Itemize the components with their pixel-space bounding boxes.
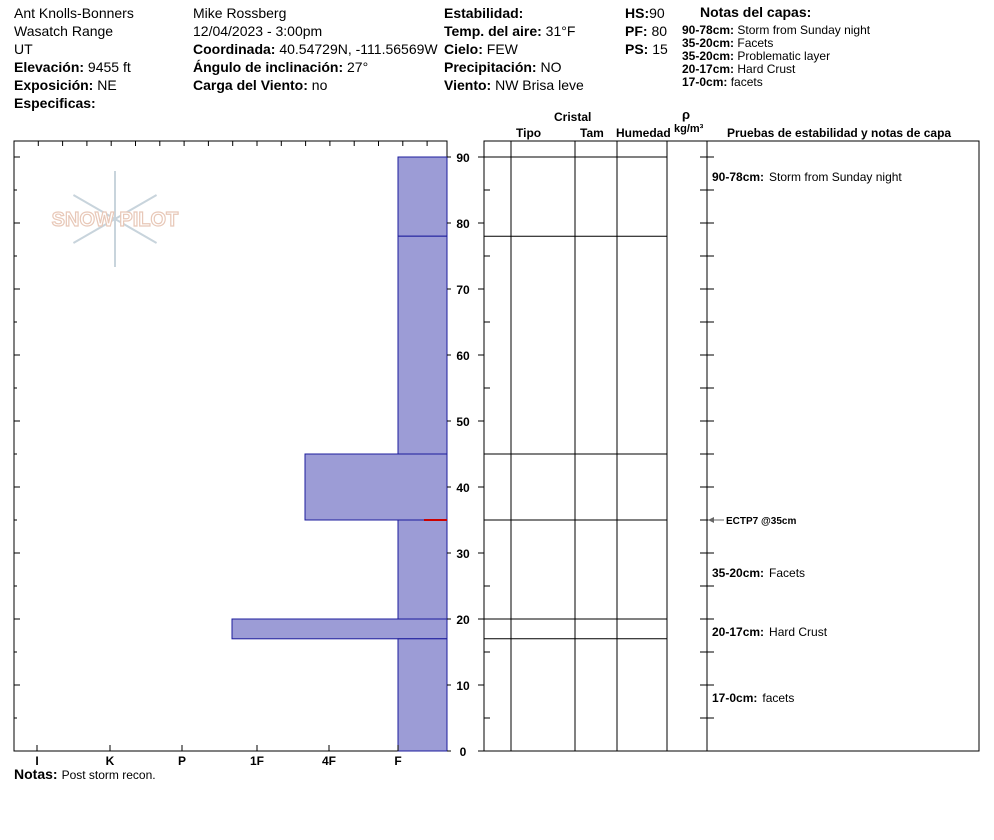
layer-annotation-text: facets [762, 691, 795, 706]
air-temp-value: 31°F [545, 23, 576, 39]
layer-annotation [712, 691, 794, 705]
depth-tick-label: 50 [456, 415, 470, 429]
wind-value: NW Brisa leve [495, 77, 584, 93]
layer-annotation-range: 20-17cm: [712, 625, 765, 640]
col-header-crystal: Cristal [554, 110, 592, 124]
hardness-bar [398, 236, 447, 454]
ps-value: 15 [652, 41, 668, 57]
hardness-bar [398, 157, 447, 236]
layer-annotation-range: 35-20cm: [712, 565, 765, 580]
state-name: UT [14, 41, 33, 57]
layer-annotation [712, 625, 828, 639]
location-name: Ant Knolls-Bonners [14, 5, 134, 21]
col-header-density: kg/m³ [674, 123, 704, 135]
col-header-size: Tam [580, 126, 604, 140]
slope-row: Ángulo de inclinación: 27° [193, 59, 369, 75]
observer-name: Mike Rossberg [193, 5, 287, 21]
specifics-row: Especificas: [14, 95, 96, 111]
layer-annotation-text: Hard Crust [769, 625, 828, 640]
pf-row: PF: 80 [625, 23, 668, 39]
sky-value: FEW [486, 41, 518, 57]
precip-row: Precipitación: NO [444, 59, 562, 75]
hardness-tick-label: I [35, 754, 39, 768]
hardness-bar [398, 520, 447, 619]
precip-value: NO [540, 59, 562, 75]
footer-notes [14, 766, 156, 782]
pf-value: 80 [651, 23, 668, 39]
depth-tick-label: 30 [456, 547, 470, 561]
hardness-tick-label: K [105, 754, 115, 768]
stability-test-arrowhead [708, 517, 714, 523]
depth-tick-label: 70 [456, 283, 470, 297]
stability-test-label: ECTP7 @35cm [726, 516, 797, 527]
col-header-rho: ρ [682, 107, 691, 122]
depth-tick-label: 0 [459, 745, 467, 759]
layer-note-item: 17-0cm: facets [682, 75, 763, 89]
sky-row: Cielo: FEW [444, 41, 518, 57]
slope-value: 27° [347, 59, 369, 75]
footer-notes-label: Notas: [14, 766, 58, 782]
hardness-tick-label: 4F [321, 754, 337, 768]
stability-row: Estabilidad: [444, 5, 524, 21]
aspect-value: NE [97, 77, 117, 93]
crystal-table-frame [484, 141, 979, 751]
aspect-row: Exposición: NE [14, 77, 117, 93]
layer-annotation [712, 566, 805, 580]
layer-annotation-text: Facets [769, 565, 806, 580]
layer-note-item: 35-20cm: Problematic layer [682, 49, 831, 63]
col-header-tests: Pruebas de estabilidad y notas de capa [727, 126, 952, 140]
air-temp-row: Temp. del aire: 31°F [444, 23, 576, 39]
range-name: Wasatch Range [14, 23, 114, 39]
wind-load-value: no [311, 77, 328, 93]
footer-notes-value: Post storm recon. [61, 768, 156, 782]
elevation-row: Elevación: 9455 ft [14, 59, 131, 75]
hardness-plot-frame [14, 141, 447, 751]
elevation-value: 9455 ft [87, 59, 131, 75]
layer-annotation [712, 170, 902, 184]
hardness-bar [398, 639, 447, 751]
hardness-bar [305, 454, 447, 520]
col-header-moisture: Humedad [616, 126, 671, 140]
hs-row: HS:90 [625, 5, 665, 21]
layer-note-item: 20-17cm: Hard Crust [682, 62, 796, 76]
layer-note-item: 90-78cm: Storm from Sunday night [682, 23, 871, 37]
depth-tick-label: 80 [456, 217, 470, 231]
col-header-type: Tipo [516, 126, 542, 140]
depth-tick-label: 20 [456, 613, 470, 627]
observation-datetime: 12/04/2023 - 3:00pm [193, 23, 323, 39]
hardness-tick-label: 1F [249, 754, 265, 768]
layer-annotation-text: Storm from Sunday night [769, 169, 902, 184]
depth-tick-label: 40 [456, 481, 470, 495]
layer-notes-title: Notas del capas: [700, 4, 812, 20]
wind-load-row: Carga del Viento: no [193, 77, 328, 93]
depth-tick-label: 90 [456, 151, 470, 165]
hardness-tick-label: P [177, 754, 187, 768]
ps-row: PS: 15 [625, 41, 668, 57]
layer-note-item: 35-20cm: Facets [682, 36, 774, 50]
hs-value: 90 [649, 5, 665, 21]
layer-annotation-range: 90-78cm: [712, 169, 765, 184]
wind-row: Viento: NW Brisa leve [444, 77, 584, 93]
coordinates-row: Coordinada: 40.54729N, -111.56569W [193, 41, 438, 57]
hardness-bar [232, 619, 447, 639]
coordinates-value: 40.54729N, -111.56569W [279, 41, 438, 57]
hardness-tick-label: F [394, 754, 402, 768]
layer-annotation-range: 17-0cm: [712, 691, 758, 706]
snowpilot-logo-text: SNOW PILOT [51, 209, 179, 231]
depth-tick-label: 60 [456, 349, 470, 363]
depth-tick-label: 10 [456, 679, 470, 693]
